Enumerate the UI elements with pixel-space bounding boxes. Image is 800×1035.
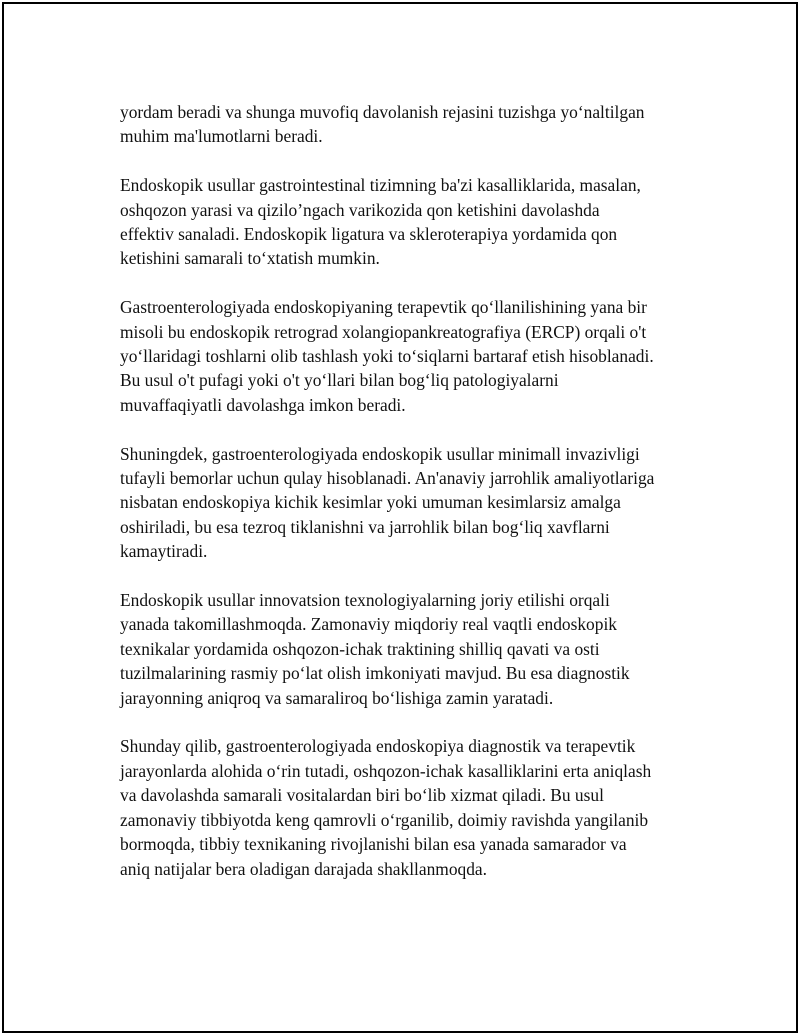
paragraph-6: Shunday qilib, gastroenterologiyada endoskopiya diagnostik va terapevtik jarayonlarda alohida o‘rin tutadi, oshqozon-ichak kasalliklarini erta aniqlash va davolashda samarali vositalardan biri bo‘lib xizmat qiladi. Bu usul zamonaviy tibbiyotda keng qamrovli o‘rganilib, doimiy ravishda yangilanib bormoqda, tibbiy texnikaning rivojlanishi bilan esa yanada samarador va aniq natijalar bera oladigan darajada shakllanmoqda. xyxy=(120,736,652,879)
document-body xyxy=(120,100,710,905)
paragraph-3: Gastroenterologiyada endoskopiyaning terapevtik qo‘llanilishining yana bir misoli bu endoskopik retrograd xolangiopankreatografiya (ERCP) orqali o't yo‘llaridagi toshlarni olib tashlash yoki to‘siqlarni bartaraf etish hisoblanadi. Bu usul o't pufagi yoki o't yo‘llari bilan bog‘liq patologiyalarni muvaffaqiyatli davolashga imkon beradi. xyxy=(120,297,654,415)
paragraph-4: Shuningdek, gastroenterologiyada endoskopik usullar minimall invazivligi tufayli bemorlar uchun qulay hisoblanadi. An'anaviy jarrohlik amaliyotlariga nisbatan endoskopiya kichik kesimlar yoki umuman kesimlarsiz amalga oshiriladi, bu esa tezroq tiklanishni va jarrohlik bilan bog‘liq xavflarni kamaytiradi. xyxy=(120,443,655,562)
paragraph-1: yordam beradi va shunga muvofiq davolanish rejasini tuzishga yo‘naltilgan muhim ma'lumotlarni beradi. xyxy=(120,102,645,147)
paragraph-5: Endoskopik usullar innovatsion texnologiyalarning joriy etilishi orqali yanada takomillashmoqda. Zamonaviy miqdoriy real vaqtli endoskopik texnikalar yordamida oshqozon-ichak traktining shilliq qavati va osti tuzilmalarining rasmiy po‘lat olish imkoniyati mavjud. Bu esa diagnostik jarayonning aniqroq va samaraliroq bo‘lishiga zamin yaratadi. xyxy=(120,590,630,708)
page-frame xyxy=(2,2,798,1033)
paragraph-2: Endoskopik usullar gastrointestinal tizimning ba'zi kasalliklarida, masalan, oshqozon yarasi va qizilo’ngach varikozida qon ketishini davolashda effektiv sanaladi. Endoskopik ligatura va skleroterapiya yordamida qon ketishini samarali to‘xtatish mumkin. xyxy=(120,175,641,269)
